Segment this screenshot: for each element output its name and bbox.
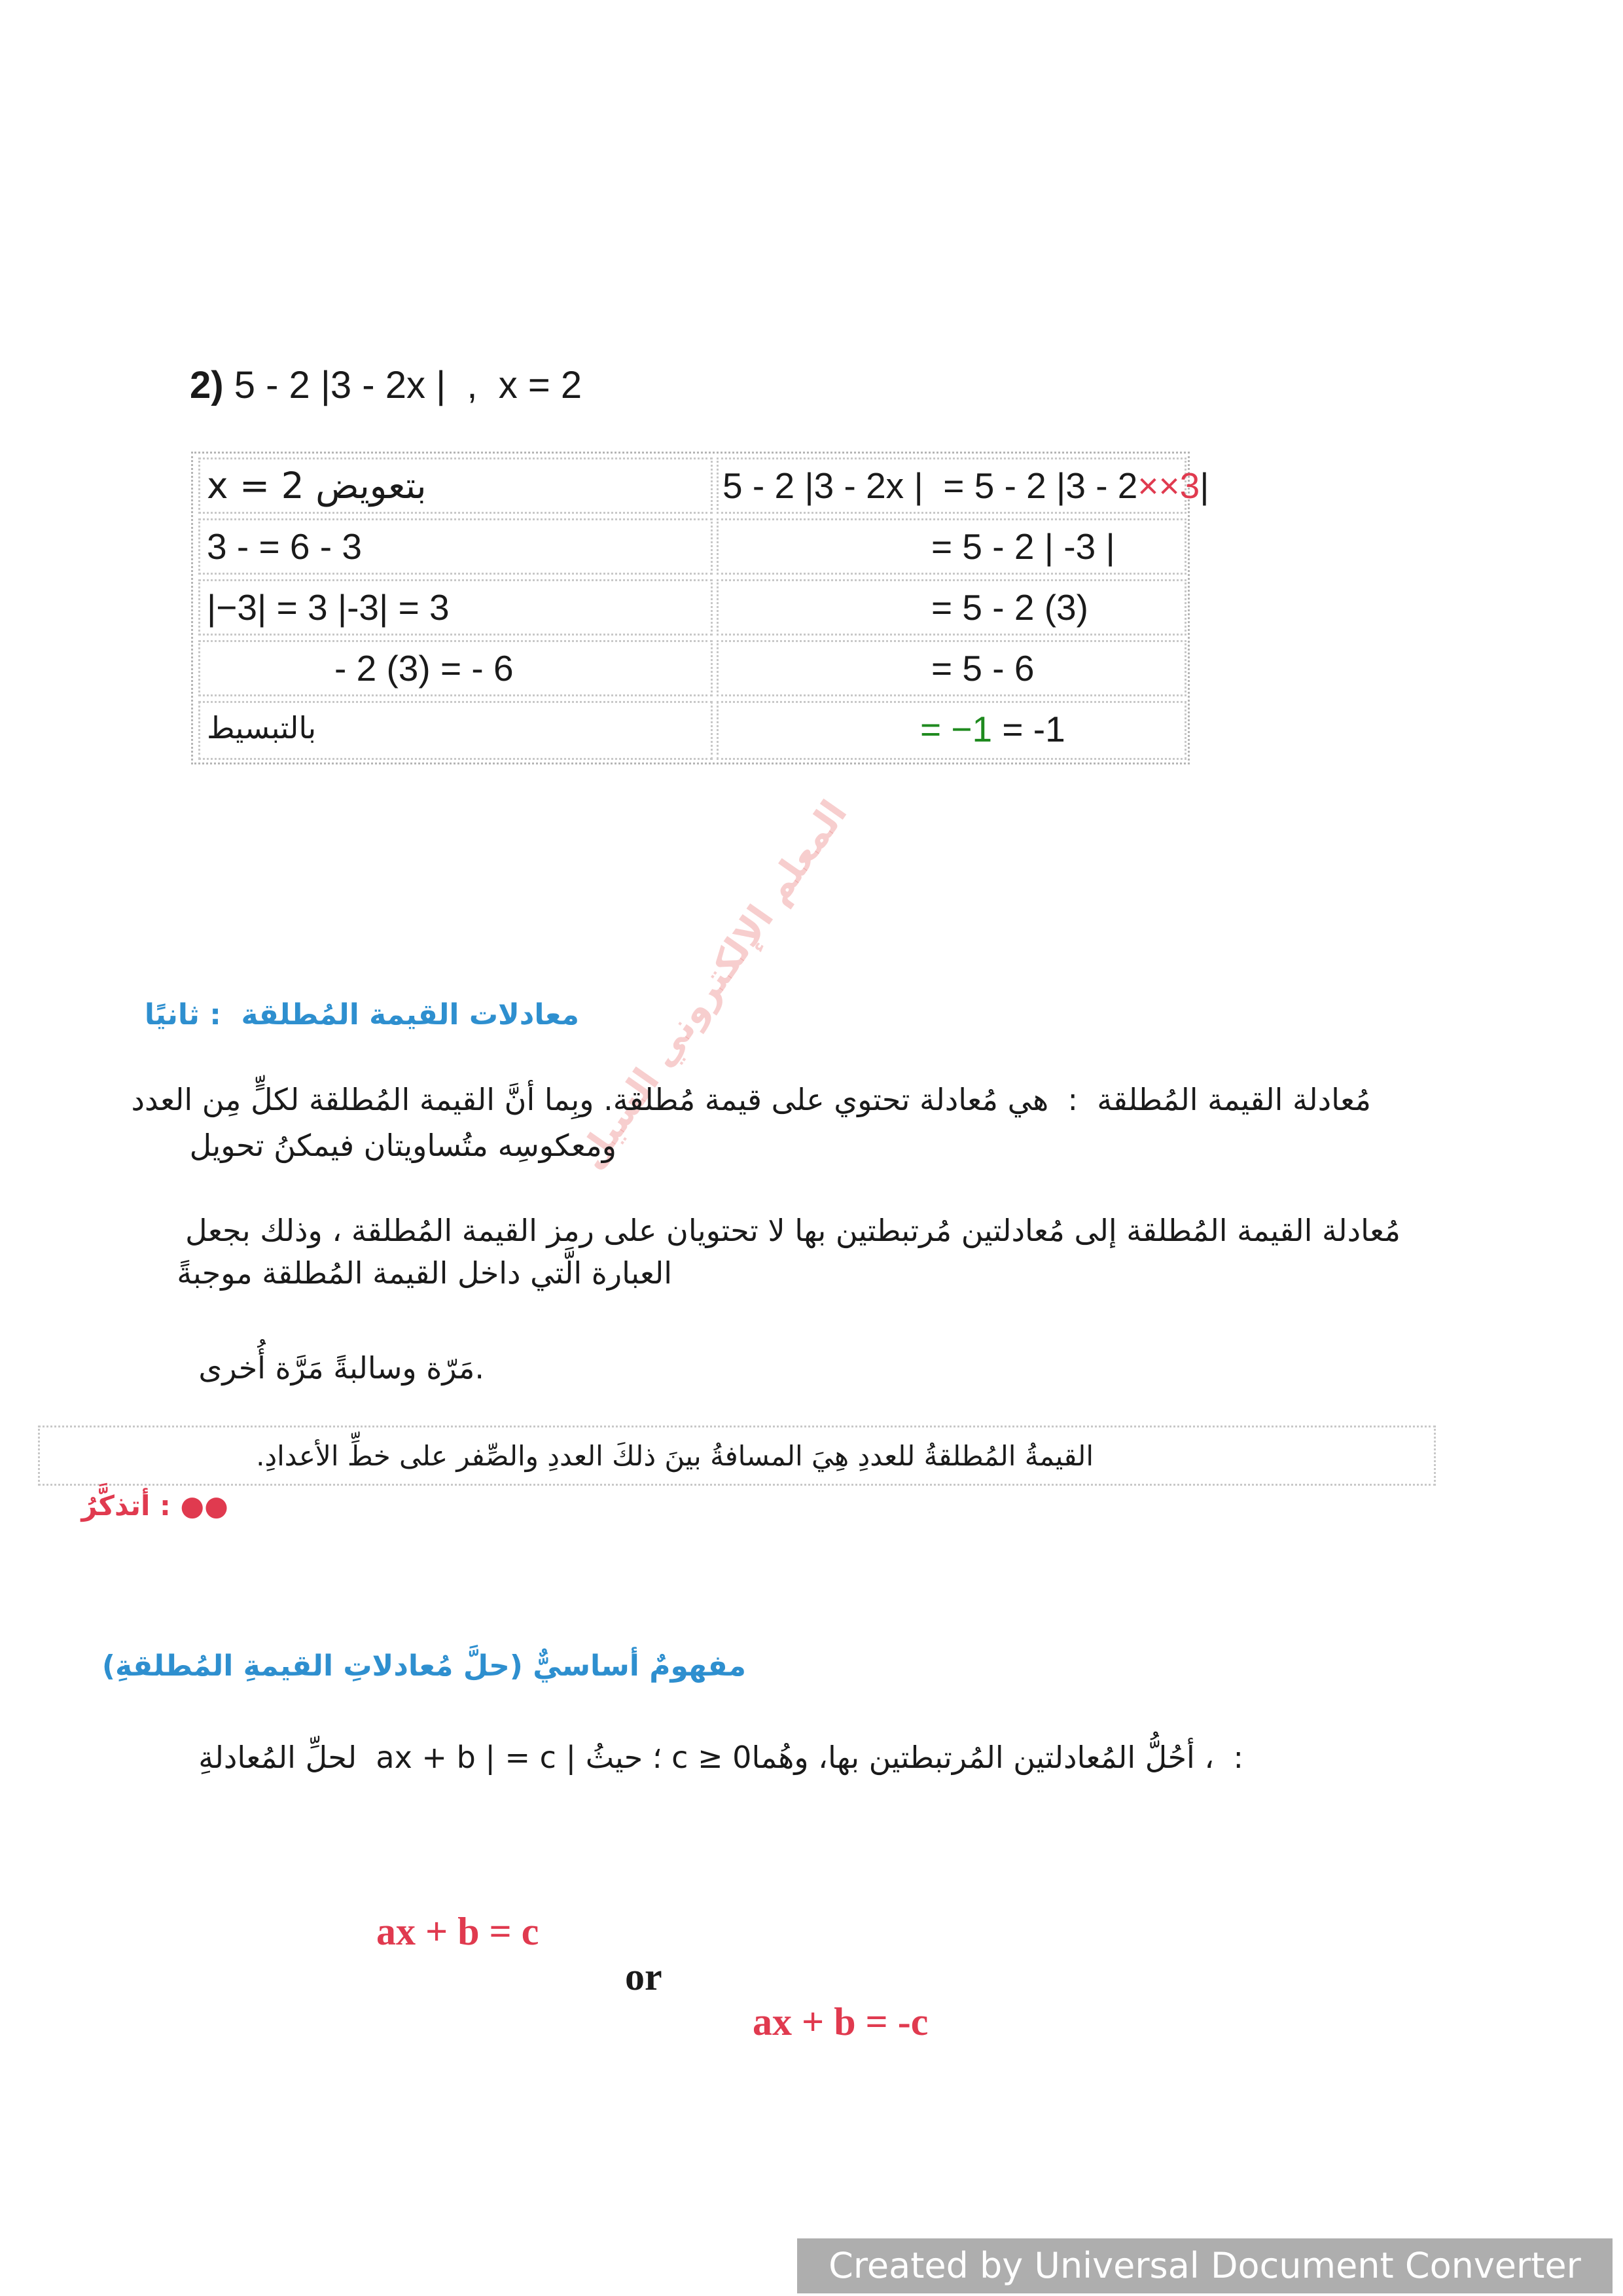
remember-label: أتذكَّرُ : ●●	[81, 1490, 228, 1522]
step-text: = 5 - 2 | -3 |	[931, 526, 1115, 567]
table-row-explanation	[198, 518, 713, 575]
conversion-line-2: العبارة الَّتي داخل القيمة المُطلقة موجبةً	[177, 1255, 672, 1291]
step-text: = -1	[992, 709, 1065, 749]
converter-footer: Created by Universal Document Converter	[797, 2238, 1613, 2293]
problem-expression: 5 - 2 |3 - 2x | , x = 2	[223, 364, 582, 406]
step-text: 5 - 2 |3 - 2x | = 5 - 2 |3 - 2	[722, 465, 1138, 506]
table-row-step	[717, 518, 1186, 575]
result-green-text: = −1	[920, 709, 993, 749]
table-row-step	[717, 457, 1209, 514]
definition-line-1: مُعادلة القيمة المُطلقة : هي مُعادلة تحتوي على قيمة مُطلقة. وبِما أنَّ القيمة المُطلقة لكلٍّ مِن العدد	[131, 1082, 1371, 1117]
explanation-text: |−3| = 3 |-3| = 3	[207, 587, 450, 628]
step-text: = 5 - 2 (3)	[931, 587, 1088, 628]
table-row-explanation	[198, 457, 713, 514]
negative-equation: ax + b = -c	[753, 2000, 929, 2043]
problem-number: 2)	[190, 364, 224, 406]
definition-line-2: ومعكوسِه متُساويتان فيمكنُ تحويل	[189, 1128, 616, 1163]
table-row-step	[717, 579, 1186, 636]
explanation-text: بالتبسيط	[207, 710, 317, 745]
table-row-explanation	[198, 579, 713, 636]
or-connector: or	[625, 1955, 662, 1998]
explanation-text: - 2 (3) = - 6	[334, 648, 514, 689]
solution-table	[191, 452, 1209, 764]
table-row-explanation	[198, 640, 713, 696]
step-red-text: ××3	[1137, 465, 1200, 506]
concept-title: مفهومٌ أساسيٌّ (حلَّ مُعادلاتِ القيمةِ المُطلقةِ)	[101, 1649, 746, 1683]
table-row-step	[717, 701, 1186, 760]
concept-line: : ، أحُلُّ المُعادلتين المُرتبطتين بها، وهُما0 ≤ c ؛ حيثُ | ax + b | = c لحلِّ المُعادلةِ	[198, 1740, 1243, 1775]
positive-equation: ax + b = c	[376, 1910, 539, 1953]
explanation-text: 3 - = 6 - 3	[207, 526, 362, 567]
section-title: معادلات القيمة المُطلقة : ثانيًا	[144, 998, 579, 1031]
remember-text: القيمةُ المُطلقةُ للعددِ هِيَ المسافةُ بينَ ذلكَ العددِ والصِّفر على خطِّ الأعدادِ.	[256, 1440, 1094, 1472]
step-tail-text: |	[1200, 465, 1209, 506]
watermark: المعلم الإلكتروني السيل	[569, 793, 856, 1177]
equation-pair	[0, 1864, 1623, 2045]
problem-heading	[190, 363, 582, 407]
table-row-step	[717, 640, 1186, 696]
conversion-line-3: .مَرّة وسالبةً مَرَّة أُخرى	[198, 1350, 484, 1386]
step-text: = 5 - 6	[931, 648, 1035, 689]
remember-box	[38, 1426, 1436, 1522]
explanation-text: بتعويض x = 2	[207, 465, 427, 507]
table-row-explanation	[198, 701, 713, 760]
conversion-line-1: مُعادلة القيمة المُطلقة إلى مُعادلتين مُرتبطتين بها لا تحتويان على رمز القيمة المُطلقة ، وذلك بجعل	[185, 1213, 1400, 1248]
